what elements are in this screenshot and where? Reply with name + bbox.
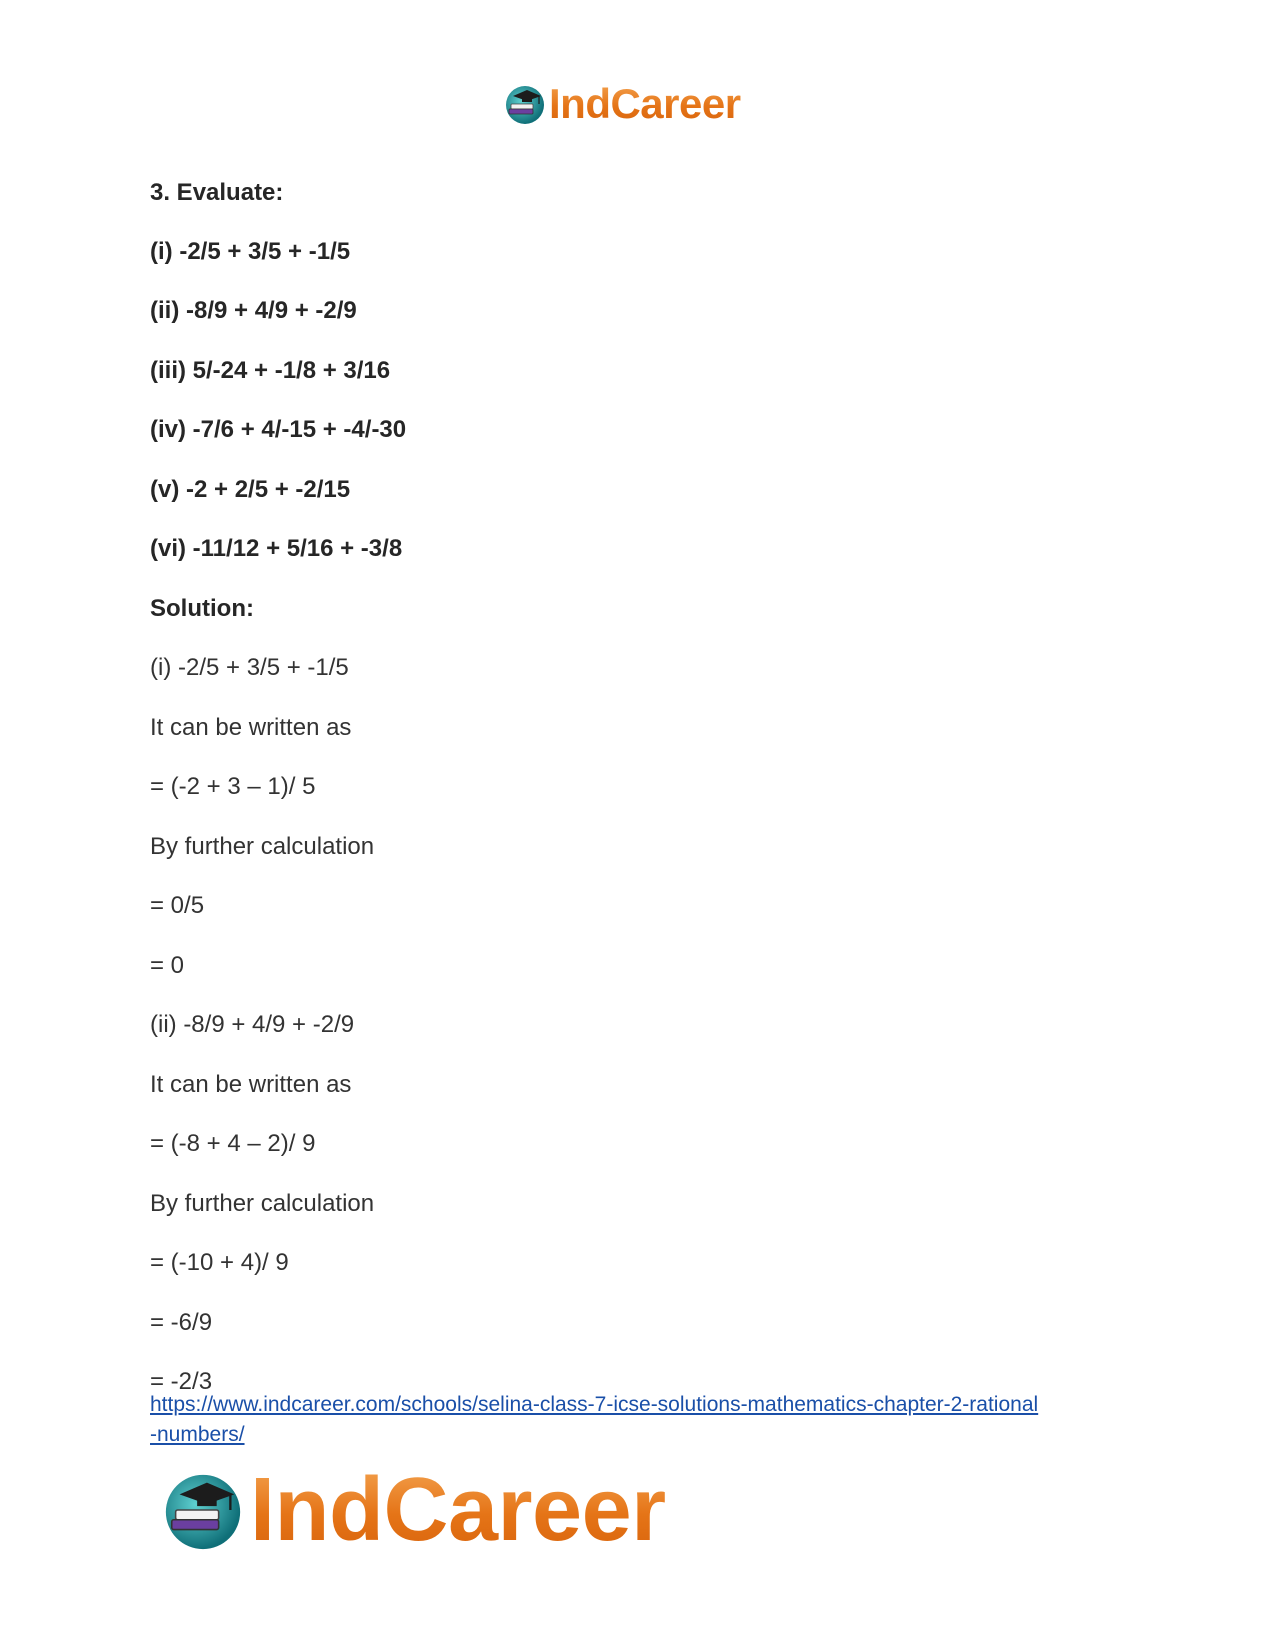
source-link[interactable] bbox=[150, 1390, 1130, 1450]
question-part: (iv) -7/6 + 4/-15 + -4/-30 bbox=[150, 416, 407, 443]
solution-line: = -6/9 bbox=[150, 1309, 213, 1336]
solution-line: = (-8 + 4 – 2)/ 9 bbox=[150, 1130, 316, 1157]
question-part: (ii) -8/9 + 4/9 + -2/9 bbox=[150, 297, 357, 324]
question-part: (vi) -11/12 + 5/16 + -3/8 bbox=[150, 535, 403, 562]
solution-line: It can be written as bbox=[150, 1071, 352, 1098]
logo-wordmark: IndCareer bbox=[549, 80, 741, 127]
question-part: (i) -2/5 + 3/5 + -1/5 bbox=[150, 238, 351, 265]
logo-wordmark: IndCareer bbox=[250, 1460, 666, 1560]
solution-heading: Solution: bbox=[150, 595, 254, 622]
source-link-line-1: https://www.indcareer.com/schools/selina-class-7-icse-solutions-mathematics-chapter-2-rational bbox=[150, 1393, 1039, 1416]
source-link-line-2: -numbers/ bbox=[150, 1423, 245, 1446]
indcareer-logo-top bbox=[503, 80, 741, 128]
question-part: (iii) 5/-24 + -1/8 + 3/16 bbox=[150, 357, 391, 384]
question-part: (v) -2 + 2/5 + -2/15 bbox=[150, 476, 351, 503]
solution-line: By further calculation bbox=[150, 833, 375, 860]
graduation-cap-book-globe-icon bbox=[160, 1467, 246, 1553]
solution-line: By further calculation bbox=[150, 1190, 375, 1217]
question-heading: 3. Evaluate: bbox=[150, 179, 284, 206]
solution-line: = (-2 + 3 – 1)/ 5 bbox=[150, 773, 316, 800]
solution-line: (i) -2/5 + 3/5 + -1/5 bbox=[150, 654, 349, 681]
solution-line: It can be written as bbox=[150, 714, 352, 741]
solution-line: = 0 bbox=[150, 952, 185, 979]
solution-line: = (-10 + 4)/ 9 bbox=[150, 1249, 289, 1276]
solution-line: (ii) -8/9 + 4/9 + -2/9 bbox=[150, 1011, 355, 1038]
solution-line: = -2/3 bbox=[150, 1368, 213, 1395]
solution-line: = 0/5 bbox=[150, 892, 205, 919]
indcareer-logo-bottom bbox=[160, 1460, 666, 1560]
graduation-cap-book-globe-icon bbox=[503, 82, 547, 126]
